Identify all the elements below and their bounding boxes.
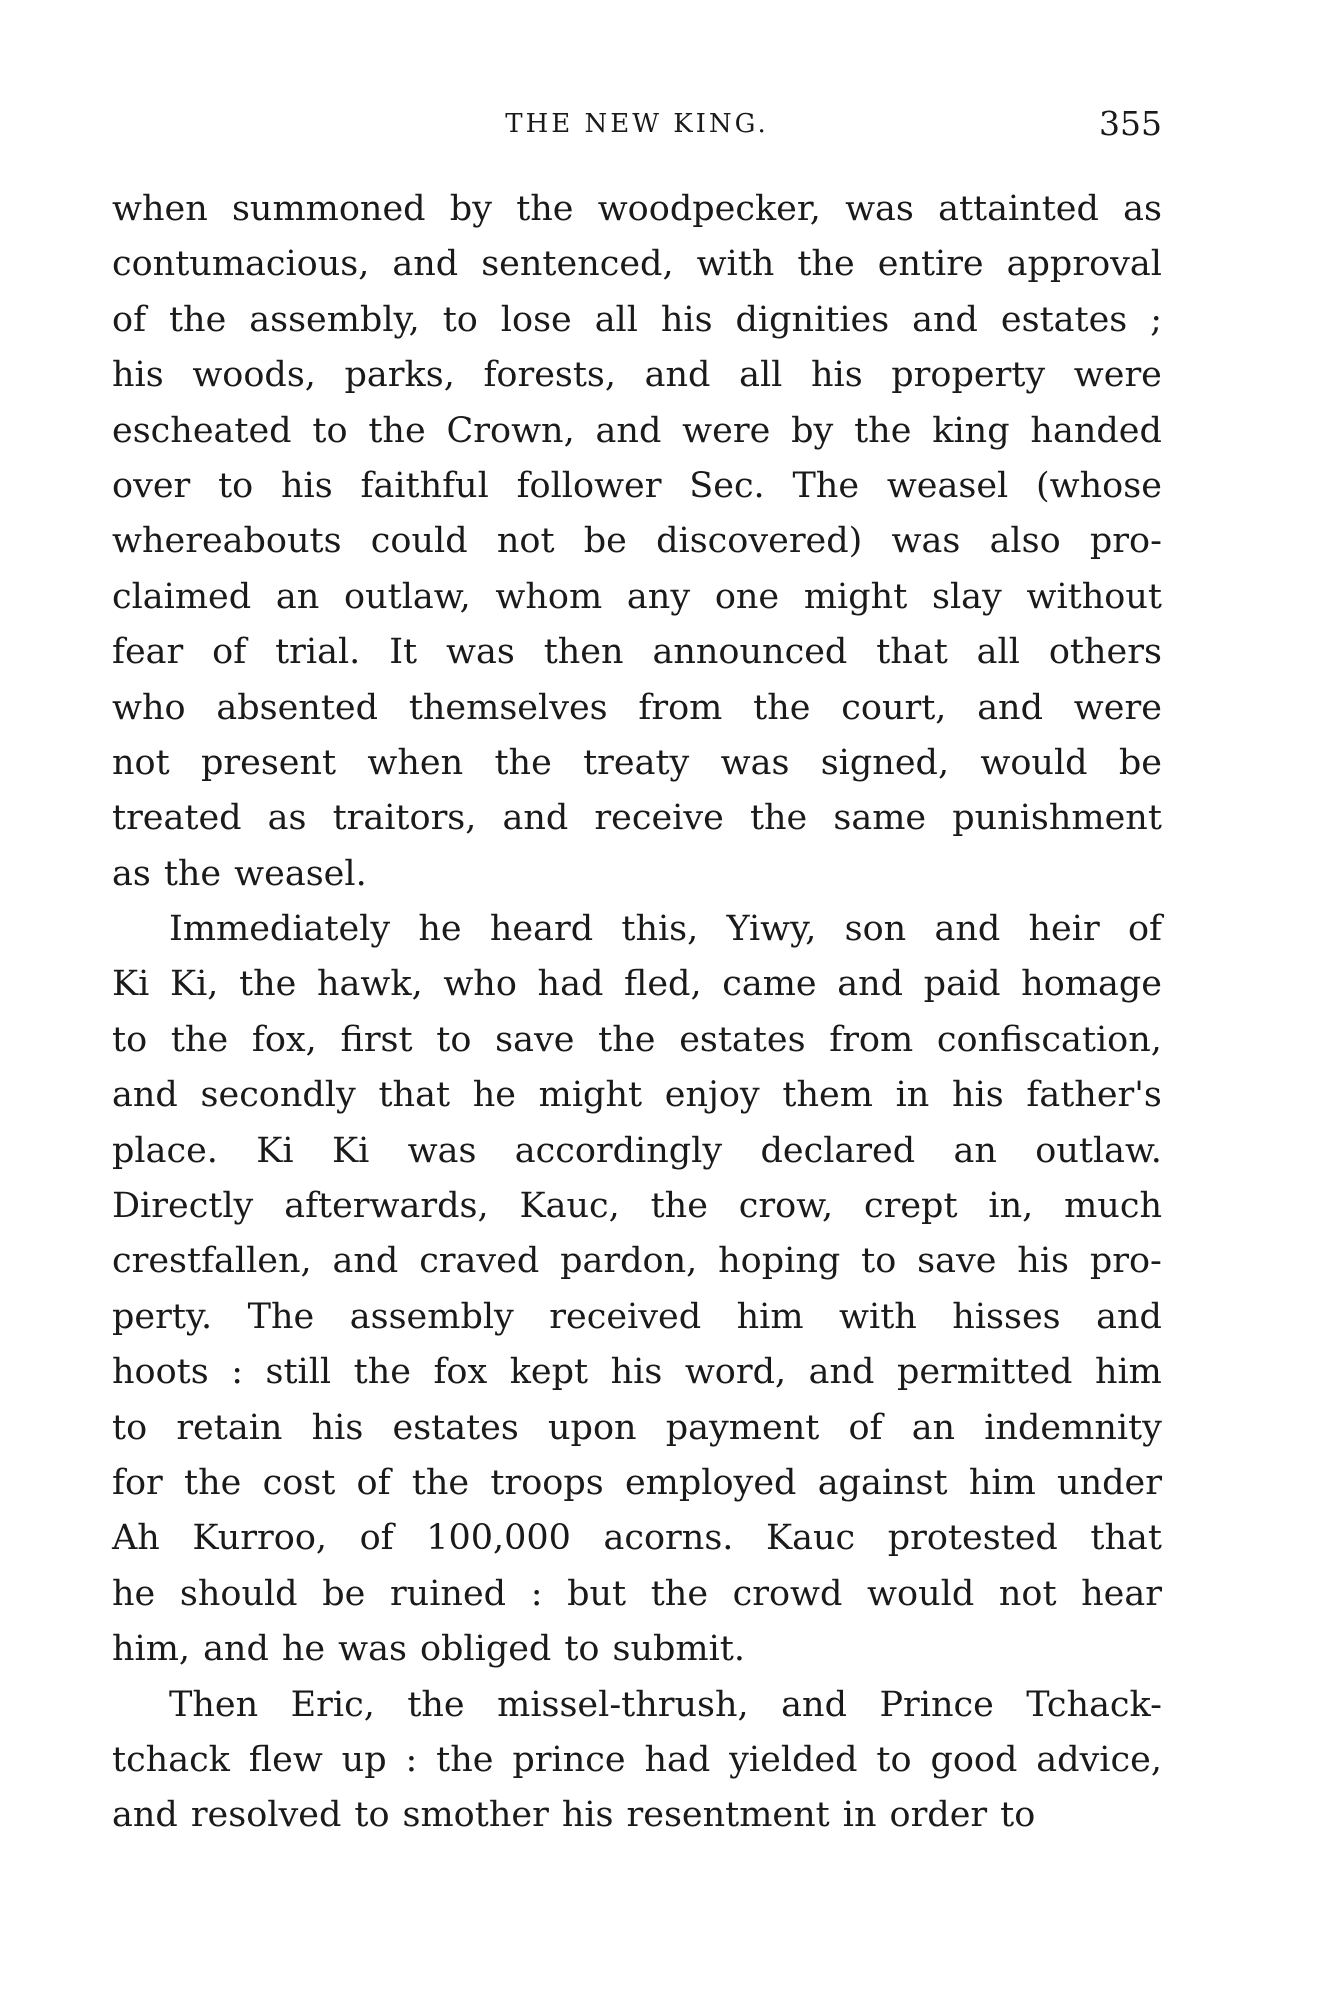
text-line: Ah Kurroo, of 100,000 acorns. Kauc protested that <box>112 1518 1162 1559</box>
text-line: crestfallen, and craved pardon, hoping to save his pro- <box>112 1241 1162 1282</box>
text-line: as the weasel. <box>112 853 367 894</box>
text-line: treated as traitors, and receive the same punishment <box>112 798 1162 839</box>
text-line: over to his faithful follower Sec. The weasel (whose <box>112 465 1162 506</box>
text-line: hoots : still the fox kept his word, and permitted him <box>112 1352 1162 1393</box>
page-number: 355 <box>1099 104 1162 143</box>
text-line: for the cost of the troops employed against him under <box>112 1462 1162 1503</box>
text-line: tchack flew up : the prince had yielded to good advice, <box>112 1739 1162 1780</box>
text-line: and resolved to smother his resentment in order to <box>112 1795 1036 1836</box>
text-line: he should be ruined : but the crowd would not hear <box>112 1573 1162 1614</box>
running-head <box>112 102 1162 146</box>
text-line: Immediately he heard this, Yiwy, son and heir of <box>169 909 1162 950</box>
text-line: not present when the treaty was signed, would be <box>112 742 1162 783</box>
text-line: and secondly that he might enjoy them in his father's <box>112 1075 1162 1116</box>
paragraph <box>112 182 1162 902</box>
text-line: escheated to the Crown, and were by the king handed <box>112 410 1162 451</box>
paragraph <box>112 902 1162 1677</box>
text-line: to retain his estates upon payment of an indemnity <box>112 1407 1162 1448</box>
text-line: contumacious, and sentenced, with the entire approval <box>112 244 1162 285</box>
text-line: Then Eric, the missel-thrush, and Prince Tchack- <box>169 1684 1162 1725</box>
text-line: Ki Ki, the hawk, who had fled, came and paid homage <box>112 964 1162 1005</box>
text-line: place. Ki Ki was accordingly declared an outlaw. <box>112 1130 1162 1171</box>
text-line: to the fox, first to save the estates from confiscation, <box>112 1019 1162 1060</box>
text-line: him, and he was obliged to submit. <box>112 1629 745 1670</box>
text-line: his woods, parks, forests, and all his property were <box>112 355 1162 396</box>
body-text <box>112 182 1162 1844</box>
paragraph <box>112 1678 1162 1844</box>
text-line: Directly afterwards, Kauc, the crow, crept in, much <box>112 1186 1162 1227</box>
text-line: claimed an outlaw, whom any one might slay without <box>112 576 1162 617</box>
text-line: when summoned by the woodpecker, was attainted as <box>112 189 1162 229</box>
text-line: perty. The assembly received him with hisses and <box>112 1296 1162 1337</box>
running-title: THE NEW KING. <box>505 109 769 139</box>
text-line: whereabouts could not be discovered) was also pro- <box>112 521 1162 562</box>
text-line: of the assembly, to lose all his dignities and estates ; <box>112 299 1162 340</box>
text-line: fear of trial. It was then announced that all others <box>112 632 1162 673</box>
text-line: who absented themselves from the court, and were <box>112 687 1162 728</box>
